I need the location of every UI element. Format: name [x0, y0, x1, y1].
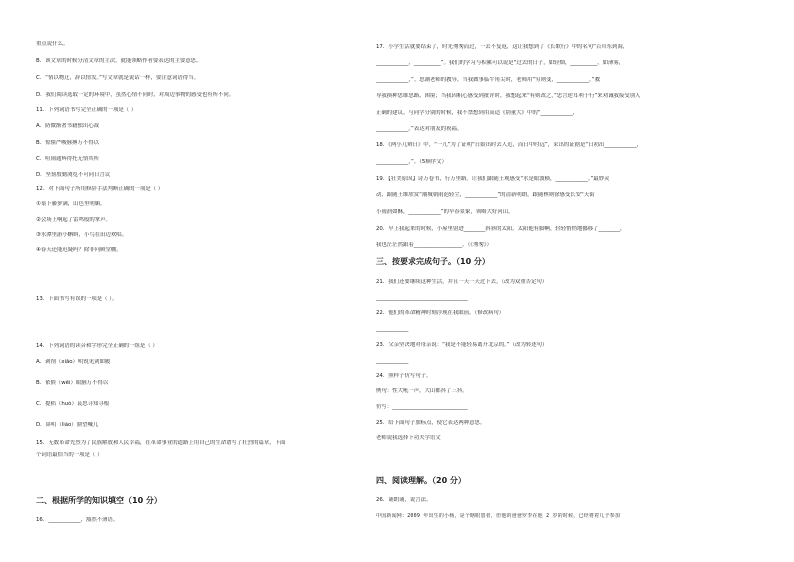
text-line: C．“情以物迁，辞以情发。”写文章就是说话一样，要注意词语得当。 [36, 75, 199, 81]
text-line: 动，跟随王维欣赏“潮城朝雨浥轻尘，____________”的清新明朗，跟随林则徐感受长安“天街 [376, 192, 595, 198]
right-column [376, 0, 768, 562]
text-line: 19．【壮美原因】诗万卷书，行万里路。让我们跟随王观感受“水是眼波横，____________。”最妙灵 [376, 176, 610, 182]
text-line: D．鼻明（liáo）鼎望喊儿 [36, 422, 99, 428]
text-line: 22．他们的革命精神时刻浮现在我眼前。（修改病句） [376, 310, 505, 316]
text-line: 个词语最恰当的一项是（ ） [36, 452, 103, 458]
text-line: ____________ [376, 326, 409, 332]
text-line: 26．诵朗诵，说言法。 [376, 497, 432, 503]
text-line: B．依偎（wēi）眼脑万不得以 [36, 380, 109, 386]
section-heading: 四、阅读理解。（20 分） [376, 476, 466, 485]
text-line: ①桌下藤萝满，山色里明媚。 [36, 201, 106, 207]
text-line: 14．下列词语的读音和字形完全正确的一组是（ ） [36, 343, 158, 349]
text-line: C．喧闹通辉得托无情其所 [36, 156, 100, 162]
text-line: 13．下面书写有误的一项是（ ）。 [36, 296, 118, 302]
text-line: ②会场上响起了雷鸣般的掌声。 [36, 217, 111, 223]
text-line: ____________，”。思潮老师的教导，当我做事临牛角尖时，老师用“穷则变，____________，”教 [376, 77, 600, 83]
text-line: B．该文章的时候分清文章的主次，就能领略作者要表达的主要意思。 [36, 58, 202, 64]
text-line: 小雨润如酥，____________”的早春景象，领略大好河山。 [376, 209, 514, 215]
text-line: ____________，”。（5顺序文） [376, 159, 447, 165]
text-line: A．剥削（xiāo）明锐见剑如履 [36, 359, 111, 365]
text-line: ____________ [376, 358, 409, 364]
left-column [36, 0, 366, 562]
text-line: 重点说什么。 [36, 41, 69, 47]
text-line: 12．对下面句子所用修辞手法判断正确的一项是（ ） [36, 186, 164, 192]
text-line: D．坚韧殷勤浏览不可同日言议 [36, 172, 111, 178]
text-line: ____________，__________”。我们的学习与积累可以说是“过去的日子，如轻烟，__________，如薄雾， [376, 60, 625, 66]
text-line: A．防微渐著书籍独出心裁 [36, 123, 99, 129]
text-line: ④春天还能迟疑吗？除非问殿堂棚。 [36, 247, 122, 253]
text-line: 17．小学生活就要结束了，时光匆匆而过，一去不复返，这让我想到了《长歌行》中的名句“百川东到海， [376, 44, 629, 50]
text-line: 导我换种思维思路、困境；当我因粗心感受到批评时，我想起来“有则改之，”忠言逆耳利于行”来劝诫我接受别人 [376, 93, 641, 99]
text-line: 21．我们还要继续这种生活，并且一天一天过下去。（改为双重否定句） [376, 279, 548, 285]
text-line: ③水潭里游小蝌蚪，小鸟在田边欢唱。 [36, 232, 128, 238]
text-line: ____________。”表达对朋友的祝福。 [376, 126, 463, 132]
text-line: __________________________________ [376, 295, 468, 301]
text-line: 仿写：____________________________ [376, 404, 468, 410]
text-line: 24．照样子仿写句子。 [376, 373, 432, 379]
text-line: 23．父亲坚决地对母亲说：“我是不能轻易离开北京的。”（改为转述句） [376, 342, 548, 348]
text-line: D．我们阅读选取一定的环境中，虽然心情不同时，对周边事物的感受也有所不同。 [36, 92, 235, 98]
text-line: C．提稻（huò）哀思寻知寻根 [36, 401, 110, 407]
text-line: 例句：性大吼一声，大山都抖了三抖。 [376, 388, 468, 394]
text-line: B．惊憧严峻脉搏万不得以 [36, 140, 99, 146]
text-line: 18．《两小儿辩日》中，“一儿”为了证明“日始出时去人近，而日中时远”，采出的证据是“日初出____________， [376, 142, 643, 148]
text-line: 正确的建议。与同学分别的时候，我不禁想到用高适《别董大》中的“____________， [376, 110, 579, 116]
text-line: 15．无数革命先烈为了民族解放和人民幸福，在革命事业的道路上用自己的生命谱写了壮烈的篇章，下面 [36, 440, 286, 446]
text-line: 16．____________，豁然不薄语。 [36, 517, 119, 523]
section-heading: 二、根据所学的知识填空（10 分） [36, 496, 162, 505]
text-line: 20．早上我起来的时候，小屋里射进________斜斜的太阳。太阳他有脚啊，轻轻悄悄地挪移了________， [376, 226, 626, 232]
text-line: 老师说我选择下功夫学语文 [376, 435, 441, 441]
text-line: 11．下列词语书写完全正确的一项是（ ） [36, 107, 137, 113]
text-line: 中国新闻网：2009 年出生的小杨，是个瞎眼患者，但他的爸爸罗李在他 2 岁的时候，已经将着儿子参加 [376, 513, 621, 519]
text-line: 25．给下面句子加标点，使它表达两种意思。 [376, 420, 486, 426]
text-line: 我也茫茫然跟着__________________。（《匆匆》） [376, 242, 492, 248]
section-heading: 三、按要求完成句子。（10 分） [376, 257, 490, 266]
